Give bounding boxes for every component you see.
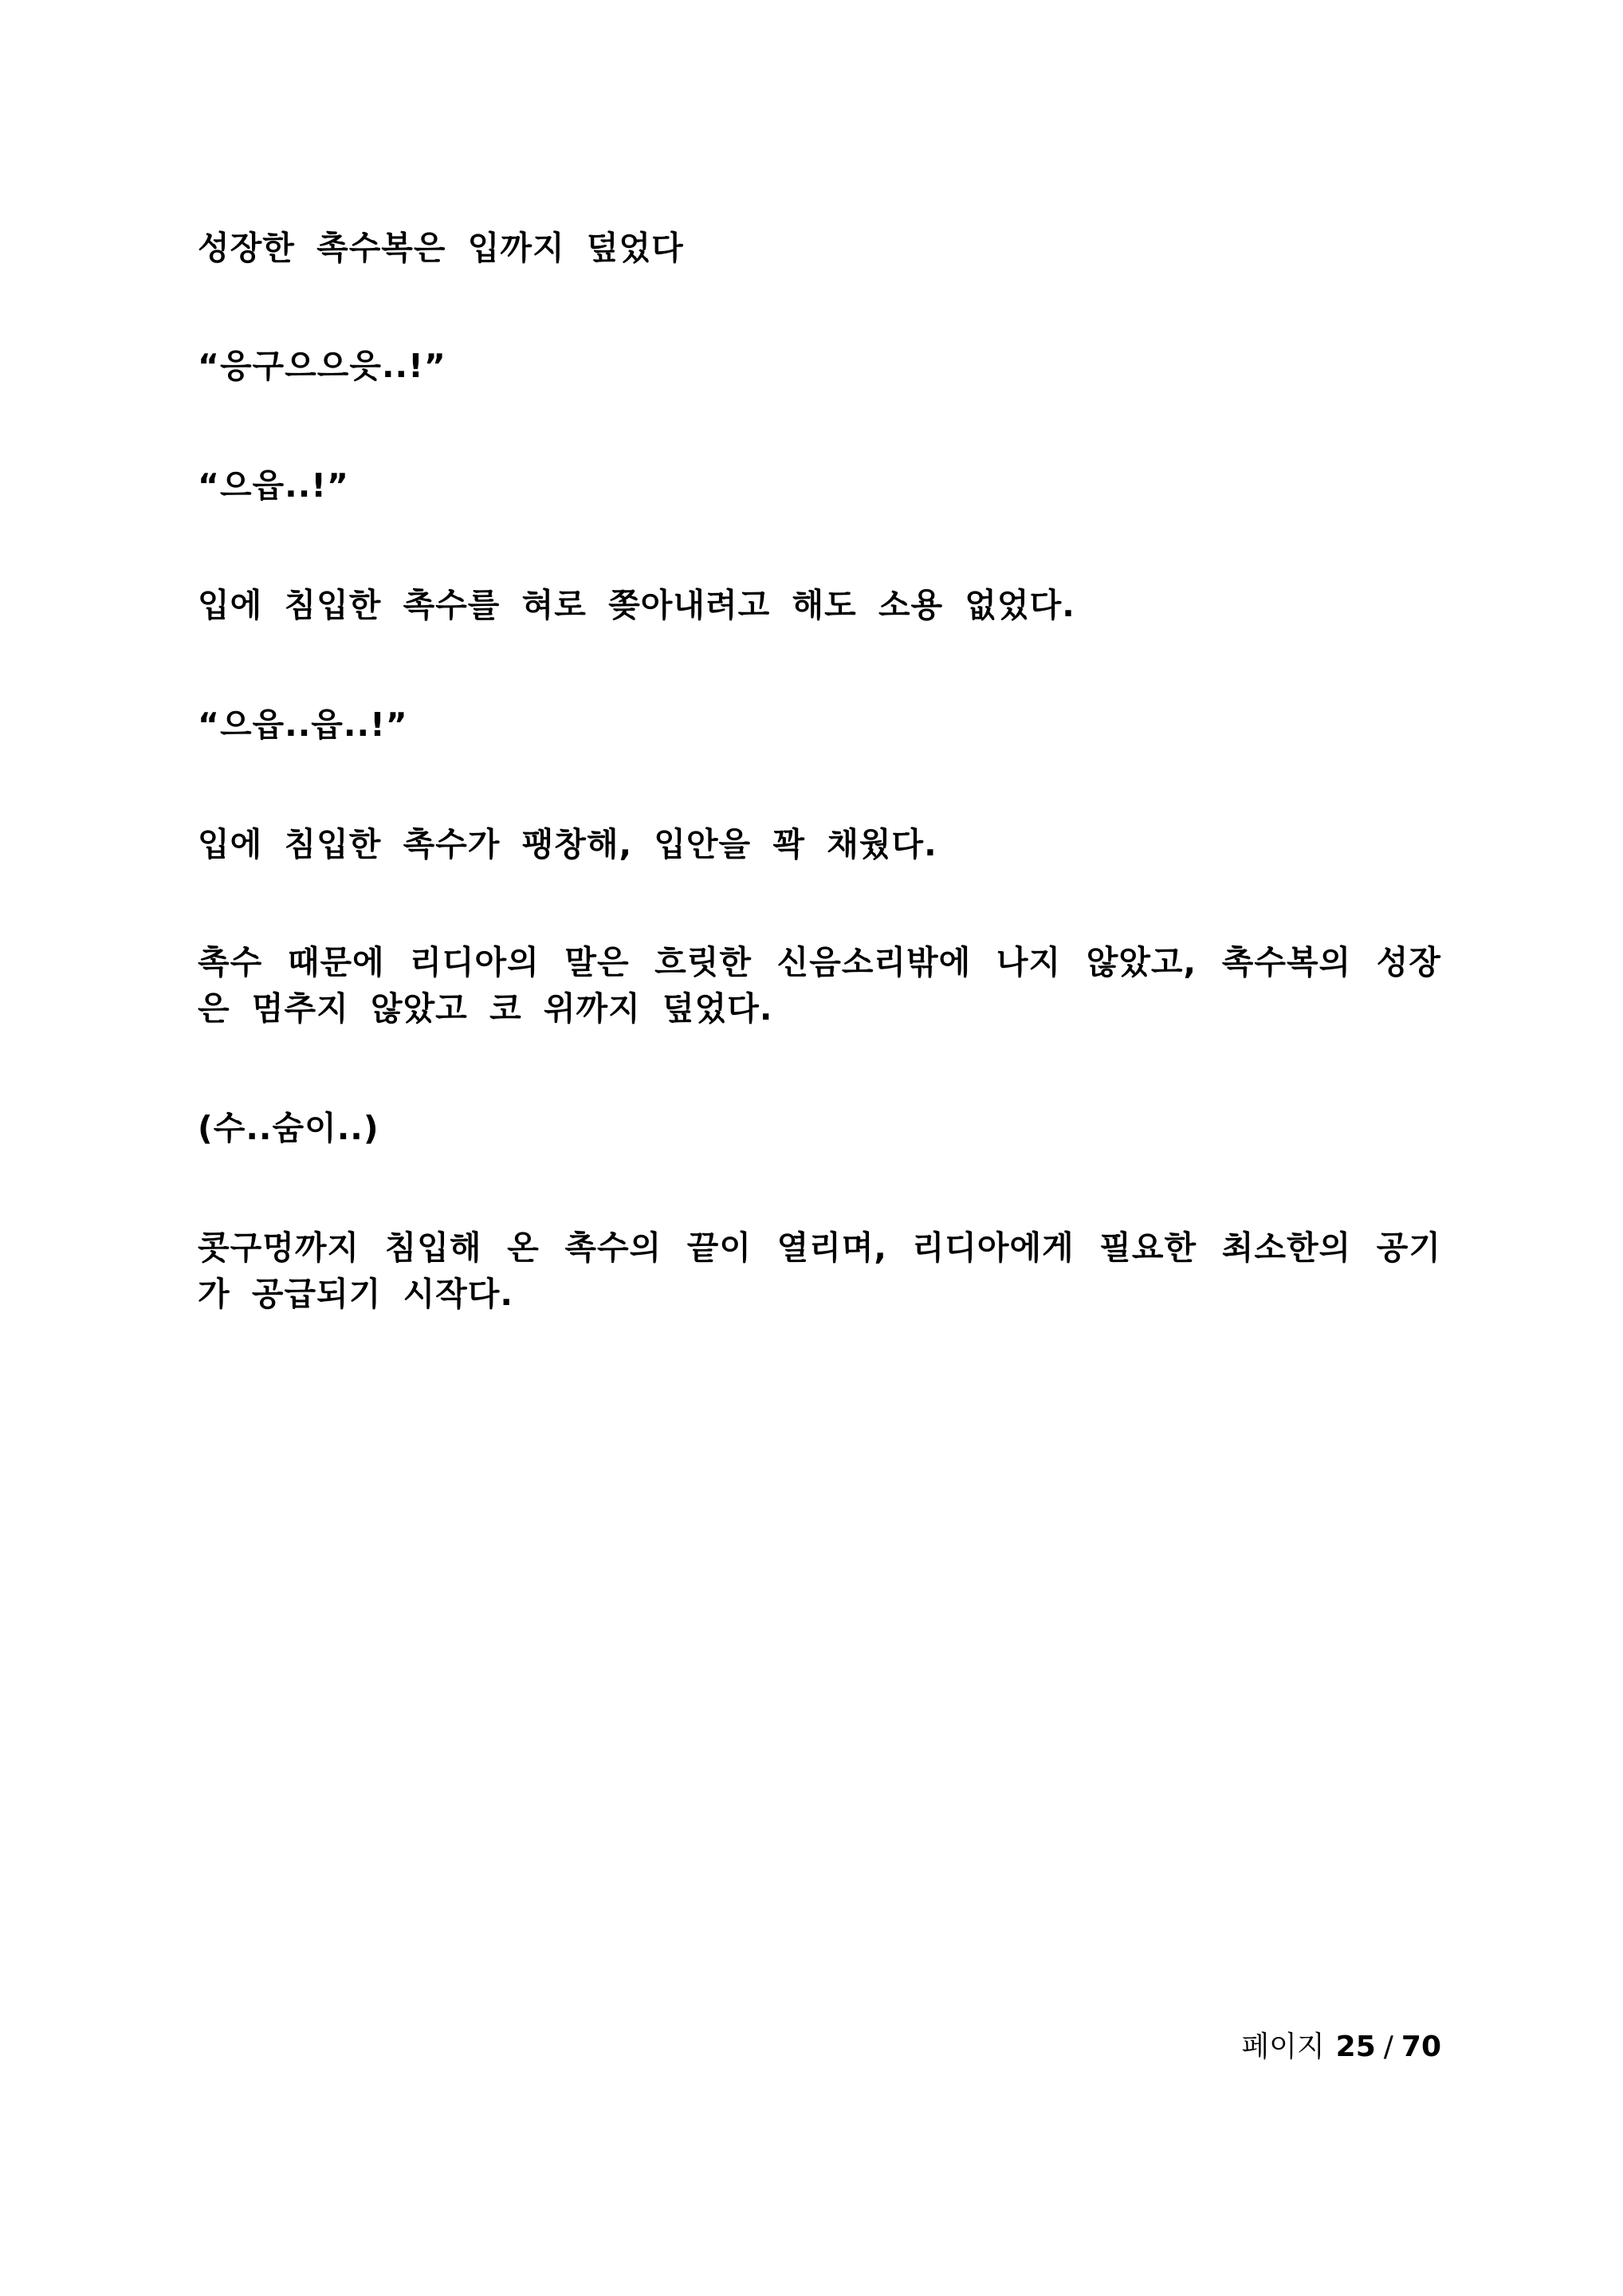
total-page-number: 70 [1401, 2031, 1441, 2063]
paragraph-8: (수..숨이..) [198, 1109, 379, 1147]
paragraph-6: 입에 침입한 촉수가 팽창해, 입안을 꽉 채웠다. [198, 825, 937, 863]
page-separator: / [1383, 2031, 1393, 2063]
paragraph-3: “으읍..!” [198, 466, 349, 505]
current-page-number: 25 [1335, 2031, 1376, 2063]
paragraph-4: 입에 침입한 촉수를 혀로 쫒아내려고 해도 소용 없었다. [198, 586, 1075, 624]
paragraph-9: 콧구멍까지 침입해 온 촉수의 끝이 열리며, 리디아에게 필요한 최소한의 공기가 공급되기 시작다. [198, 1229, 1441, 1313]
paragraph-1: 성장한 촉수복은 입까지 덮었다 [198, 229, 684, 267]
paragraph-2: “응구으으읏..!” [198, 347, 446, 385]
page-number-footer [1241, 2028, 1441, 2066]
paragraph-5: “으읍..읍..!” [198, 706, 408, 744]
page-label: 페이지 [1241, 2031, 1325, 2063]
paragraph-7: 촉수 때문에 리디아의 말은 흐릿한 신음소리밖에 나지 않았고, 촉수복의 성장은 멈추지 않았고 코 위까지 덮었다. [198, 943, 1441, 1028]
